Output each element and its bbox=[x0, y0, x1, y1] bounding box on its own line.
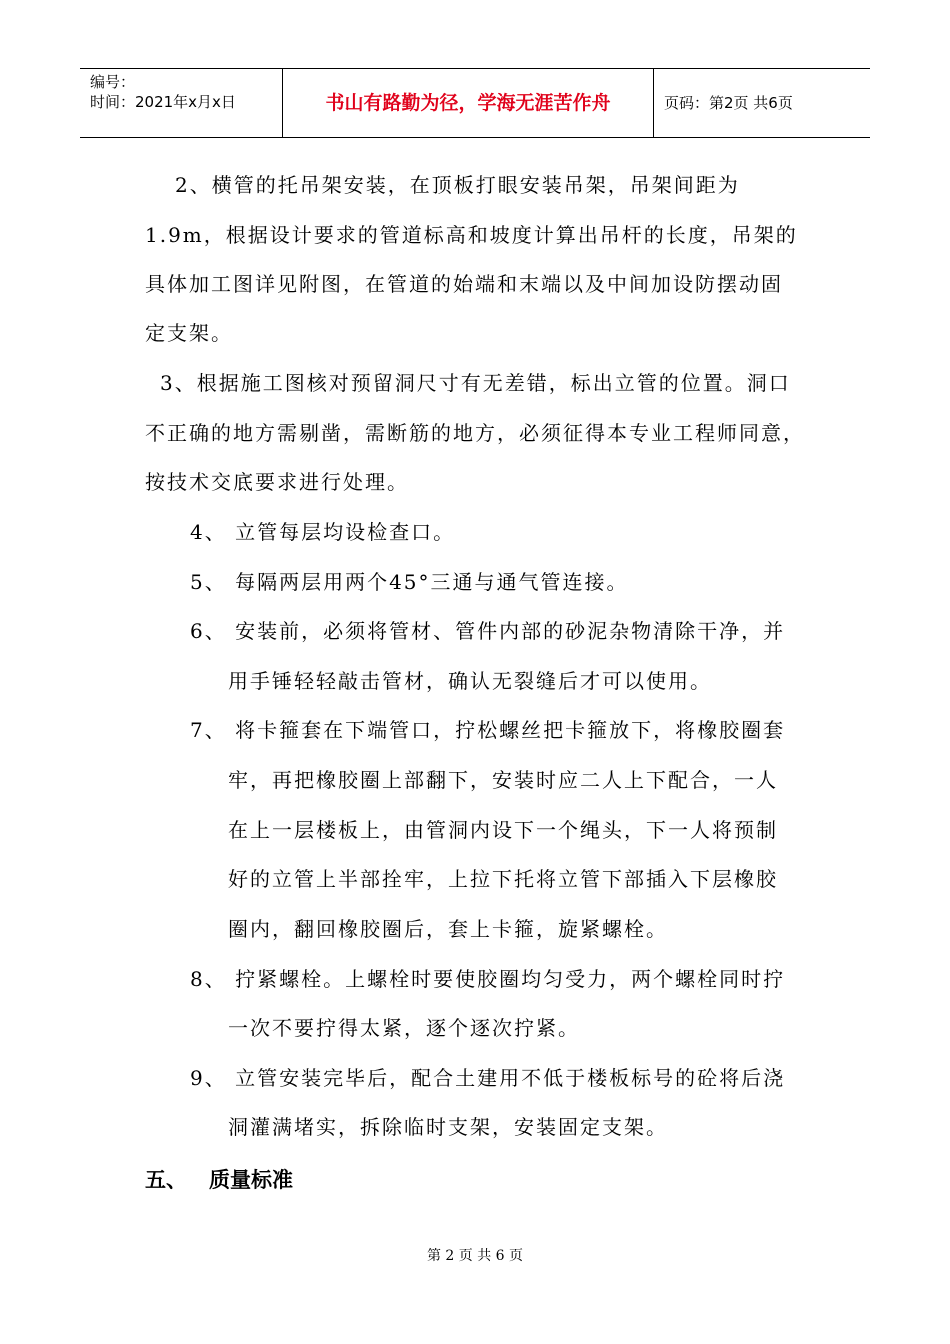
list-item-continuation: 在上一层楼板上，由管洞内设下一个绳头，下一人将预制 bbox=[228, 818, 778, 842]
list-item: 6、 安装前，必须将管材、管件内部的砂泥杂物清除干净，并 bbox=[190, 619, 786, 643]
list-item: 8、 拧紧螺栓。上螺栓时要使胶圈均匀受力，两个螺栓同时拧 bbox=[190, 967, 786, 991]
page-footer: 第 2 页 共 6 页 bbox=[426, 1248, 524, 1264]
body-line: 3、根据施工图核对预留洞尺寸有无差错，标出立管的位置。洞口 bbox=[160, 371, 791, 395]
list-item-continuation: 洞灌满堵实，拆除临时支架，安装固定支架。 bbox=[228, 1115, 668, 1139]
document-number-label: 编号： bbox=[90, 73, 136, 91]
body-line: 定支架。 bbox=[145, 321, 233, 345]
body-line: 按技术交底要求进行处理。 bbox=[145, 470, 409, 494]
list-item-continuation: 一次不要拧得太紧，逐个逐次拧紧。 bbox=[228, 1016, 580, 1040]
list-item: 7、 将卡箍套在下端管口，拧松螺丝把卡箍放下，将橡胶圈套 bbox=[190, 718, 786, 742]
header-motto: 书山有路勤为径，学海无涯苦作舟 bbox=[325, 92, 611, 114]
list-item: 9、 立管安装完毕后，配合土建用不低于楼板标号的砼将后浇 bbox=[190, 1066, 786, 1090]
section-number: 五、 bbox=[145, 1168, 187, 1192]
header-page-cell bbox=[654, 69, 870, 137]
section-title: 质量标准 bbox=[209, 1168, 293, 1192]
body-line: 1.9m，根据设计要求的管道标高和坡度计算出吊杆的长度，吊架的 bbox=[145, 223, 798, 247]
header-motto-cell bbox=[283, 69, 654, 137]
body-line: 不正确的地方需剔凿，需断筋的地方，必须征得本专业工程师同意， bbox=[145, 421, 805, 445]
section-heading bbox=[145, 1166, 293, 1194]
list-item: 5、 每隔两层用两个45°三通与通气管连接。 bbox=[190, 570, 629, 594]
header-meta-cell bbox=[80, 69, 283, 137]
list-item-continuation: 牢，再把橡胶圈上部翻下，安装时应二人上下配合，一人 bbox=[228, 768, 778, 792]
document-header bbox=[80, 68, 870, 138]
list-item-continuation: 用手锤轻轻敲击管材，确认无裂缝后才可以使用。 bbox=[228, 669, 712, 693]
list-item: 4、 立管每层均设检查口。 bbox=[190, 520, 456, 544]
body-line: 具体加工图详见附图，在管道的始端和末端以及中间加设防摆动固 bbox=[145, 272, 783, 296]
list-item-continuation: 好的立管上半部拴牢，上拉下托将立管下部插入下层橡胶 bbox=[228, 867, 778, 891]
header-page-code: 页码：第2页 共6页 bbox=[664, 94, 793, 112]
list-item-continuation: 圈内，翻回橡胶圈后，套上卡箍，旋紧螺栓。 bbox=[228, 917, 668, 941]
document-date-label: 时间：2021年x月x日 bbox=[90, 93, 236, 111]
body-line: 2、横管的托吊架安装，在顶板打眼安装吊架，吊架间距为 bbox=[175, 173, 740, 197]
